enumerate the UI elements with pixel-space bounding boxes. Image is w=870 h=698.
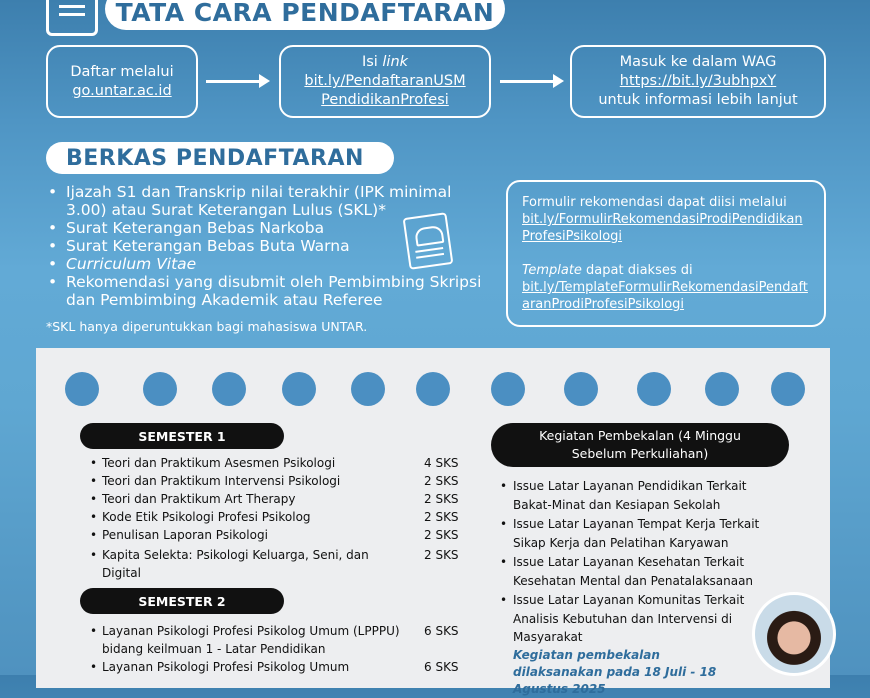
document-certificate-icon [403,212,454,270]
requirement-item: • Surat Keterangan Bebas Buta Warna [46,237,486,255]
step-register-text: Daftar melalui [70,63,174,80]
binder-hole-icon [637,372,671,406]
page-title: TATA CARA PENDAFTARAN [105,0,505,30]
binder-hole-icon [564,372,598,406]
semester-1-header: SEMESTER 1 [80,423,284,449]
step-join-wag-link[interactable]: https://bit.ly/3ubhpxY [619,73,777,89]
recommendation-form-link[interactable]: bit.ly/FormulirRekomendasiProdiPendidikanProfesiPsikologi [522,212,803,244]
step-fill-link-text: Isi link [361,54,409,70]
kegiatan-item: • Issue Latar Layanan Pendidikan Terkait Bakat-Minat dan Kesiapan Sekolah [500,477,770,514]
binder-hole-icon [705,372,739,406]
kegiatan-item: • Issue Latar Layanan Tempat Kerja Terkait Sikap Kerja dan Pelatihan Karyawan [500,515,770,552]
form-monitor-icon [46,0,98,36]
kegiatan-schedule-note: Kegiatan pembekalan dilaksanakan pada 18 Juli - 18 Agustus 2025 [513,648,717,696]
binder-hole-icon [143,372,177,406]
kegiatan-list [500,477,770,648]
binder-hole-icon [771,372,805,406]
skl-note: *SKL hanya diperuntukkan bagi mahasiswa UNTAR. [46,319,368,334]
arrow-right-icon [500,80,560,83]
requirement-item: • Curriculum Vitae [46,255,486,273]
step-fill-link [279,45,491,118]
requirement-item: • Ijazah S1 dan Transkrip nilai terakhir (IPK minimal 3.00) atau Surat Keterangan Lulus (SKL)* [46,183,486,219]
semester-2-header: SEMESTER 2 [80,588,284,614]
binder-hole-icon [351,372,385,406]
step-fill-link-url-1[interactable]: bit.ly/PendaftaranUSM [304,73,466,89]
step-join-wag-text: Masuk ke dalam WAG [619,54,777,70]
info-text-2: Template dapat diakses di [522,263,693,278]
avatar [752,592,836,676]
section-title-berkas: BERKAS PENDAFTARAN [46,142,394,174]
step-join-wag-info: untuk informasi lebih lanjut [598,92,798,108]
kegiatan-item: • Issue Latar Layanan Kesehatan Terkait Kesehatan Mental dan Penatalaksanaan [500,553,770,590]
arrow-right-icon [206,80,266,83]
template-link[interactable]: bit.ly/TemplateFormulirRekomendasiPendaftaranProdiProfesiPsikologi [522,280,808,312]
binder-hole-icon [491,372,525,406]
binder-hole-icon [212,372,246,406]
kegiatan-item: • Issue Latar Layanan Komunitas Terkait Analisis Kebutuhan dan Intervensi di Masyarakat [500,591,770,647]
kegiatan-header: Kegiatan Pembekalan (4 Minggu Sebelum Perkuliahan) [491,423,789,467]
step-register-link[interactable]: go.untar.ac.id [72,82,172,99]
binder-hole-icon [65,372,99,406]
binder-hole-icon [416,372,450,406]
binder-hole-icon [282,372,316,406]
requirement-item: • Rekomendasi yang disubmit oleh Pembimbing Skripsi dan Pembimbing Akademik atau Referee [46,273,486,309]
step-join-wag [570,45,826,118]
info-text-1: Formulir rekomendasi dapat diisi melalui [522,195,787,210]
step-fill-link-url-2[interactable]: PendidikanProfesi [321,92,449,108]
step-register [46,45,198,118]
requirement-item: • Surat Keterangan Bebas Narkoba [46,219,486,237]
recommendation-info-box [506,180,826,327]
